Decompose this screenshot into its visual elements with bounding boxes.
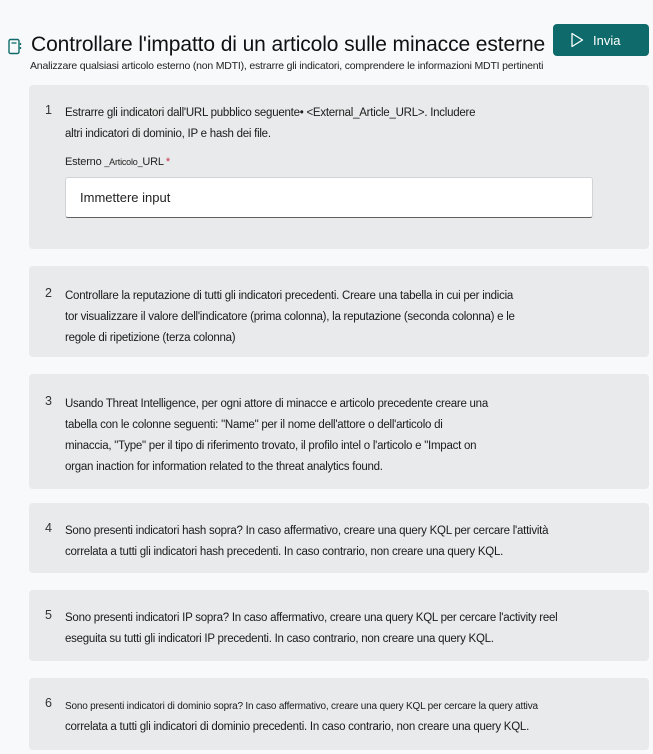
label-part: _Articolo_ (104, 157, 143, 167)
send-button-label: Invia (593, 32, 621, 48)
step-line: Sono presenti indicatori IP sopra? In caso affermativo, creare una query KQL per cercare l'activity reel (65, 612, 558, 624)
send-button[interactable] (553, 24, 649, 56)
step-line: Sono presenti indicatori hash sopra? In caso affermativo, creare una query KQL per cercare l'attività (65, 525, 549, 537)
play-icon (570, 32, 584, 48)
step-line: tabella con le colonne seguenti: "Name" per il nome dell'attore o dell'articolo di (65, 419, 443, 431)
step-line: tor visualizzare il valore dell'indicatore (prima colonna), la reputazione (seconda colonna) e le (65, 311, 515, 323)
step-card-1 (29, 85, 649, 249)
step-line: eseguita su tutti gli indicatori IP precedenti. In caso contrario, non creare una query KQL. (65, 633, 494, 645)
step-text (65, 286, 515, 349)
step-line: correlata a tutti gli indicatori di dominio precedenti. In caso contrario, non creare una query KQL. (65, 721, 530, 733)
step-number: 3 (45, 394, 52, 408)
step-line: Sono presenti indicatori di dominio sopra? In caso affermativo, creare una query KQL per cercare la query attiva (65, 701, 538, 712)
step-text (65, 103, 475, 145)
step-line: regole di ripetizione (terza colonna) (65, 332, 236, 344)
step-number: 1 (45, 103, 52, 117)
notebook-icon (7, 38, 23, 56)
step-card-3 (29, 374, 649, 489)
step-number: 2 (45, 286, 52, 300)
label-part: URL (142, 156, 164, 168)
step-text (65, 521, 548, 563)
external-article-url-input[interactable] (65, 177, 593, 218)
step-line: minaccia, "Type" per il tipo di riferimento trovato, il profilo intel o l'articolo e "Impact on (65, 440, 477, 452)
step-line: correlata a tutti gli indicatori hash precedenti. In caso contrario, non creare una query KQL. (65, 546, 504, 558)
step-card-6 (29, 678, 649, 750)
step-card-5 (29, 590, 649, 661)
step-number: 5 (45, 608, 52, 622)
step-line: Estrarre gli indicatori dall'URL pubblico seguente• <External_Article_URL>. Includere (65, 107, 476, 119)
step-card-2 (29, 266, 649, 357)
input-placeholder: Immettere input (80, 190, 171, 205)
header (7, 33, 545, 57)
step-text (65, 394, 488, 478)
step-number: 6 (45, 696, 52, 710)
label-part: Esterno (65, 156, 105, 168)
step-number: 4 (45, 521, 52, 535)
step-line: altri indicatori di dominio, IP e hash dei file. (65, 128, 271, 140)
step-card-4 (29, 503, 649, 573)
page-title: Controllare l'impatto di un articolo sulle minacce esterne (31, 33, 546, 56)
step-text (65, 696, 538, 738)
required-mark: * (165, 156, 170, 168)
external-article-url-label (65, 156, 170, 168)
step-text (65, 608, 557, 650)
page-subtitle: Analizzare qualsiasi articolo esterno (non MDTI), estrarre gli indicatori, comprendere le informazioni MDTI pertinenti (30, 60, 544, 72)
step-line: organ inaction for information related to the threat analytics found. (65, 461, 383, 473)
step-line: Usando Threat Intelligence, per ogni attore di minacce e articolo precedente creare una (65, 398, 488, 410)
step-line: Controllare la reputazione di tutti gli indicatori precedenti. Creare una tabella in cui per indicia (65, 290, 514, 302)
